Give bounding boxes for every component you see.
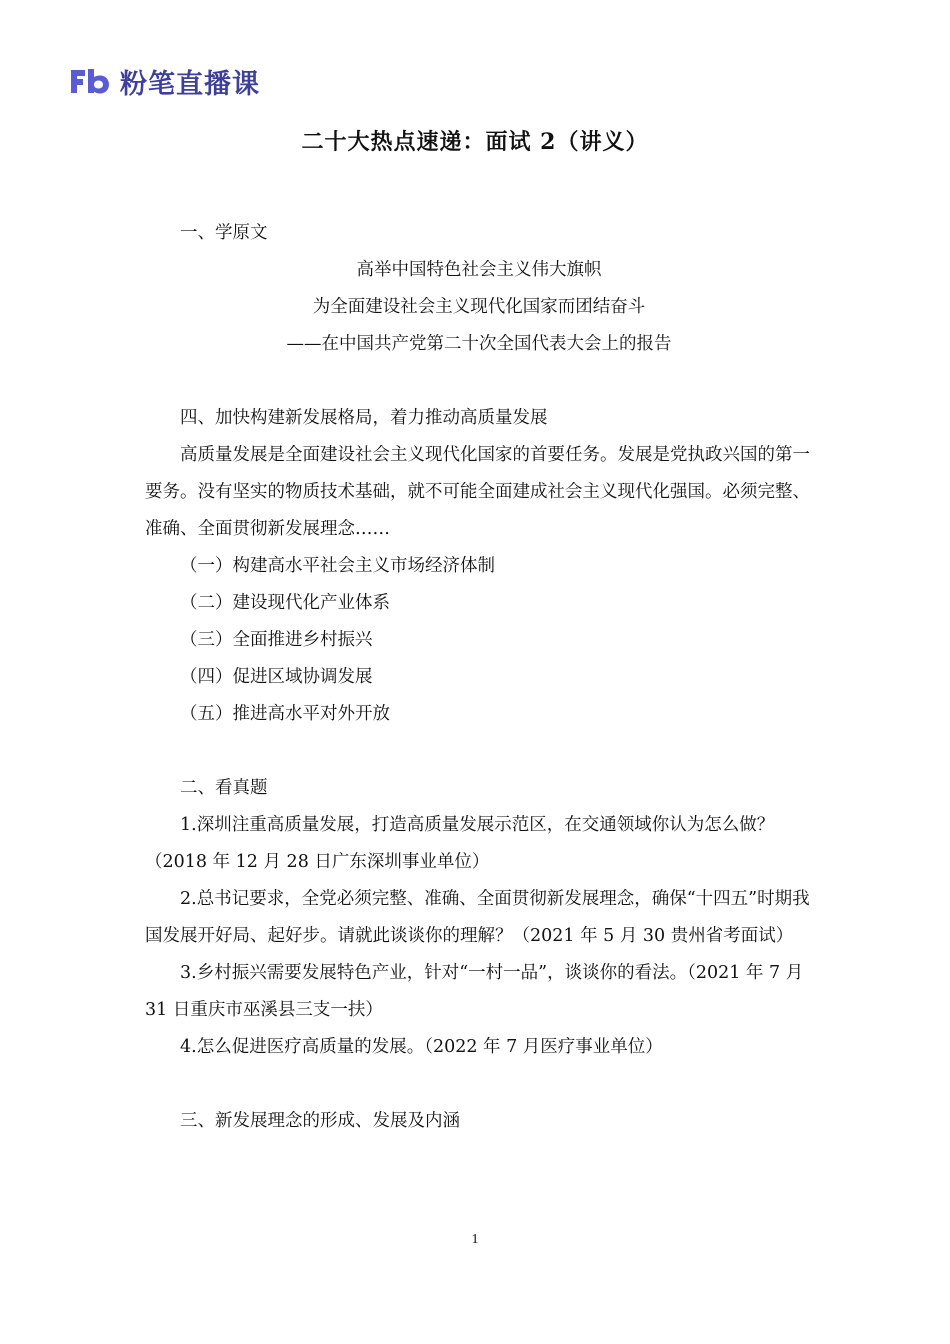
list-item: （三）全面推进乡村振兴 xyxy=(180,630,373,650)
list-item: （二）建设现代化产业体系 xyxy=(180,593,390,613)
section2-heading: 二、看真题 xyxy=(180,778,268,798)
brand-logo xyxy=(68,64,260,98)
section3-heading: 三、新发展理念的形成、发展及内涵 xyxy=(180,1111,460,1131)
document-body xyxy=(145,215,813,1140)
list-item: （五）推进高水平对外开放 xyxy=(180,704,390,724)
document-title: 二十大热点速递：面试 2（讲义） xyxy=(301,129,649,155)
question-item: 2.总书记要求，全党必须完整、准确、全面贯彻新发展理念，确保“十四五”时期我国发展开好局、起好步。请就此谈谈你的理解？（2021 年 5 月 30 贵州省考面试） xyxy=(145,889,810,946)
report-subtitle-line: ——在中国共产党第二十次全国代表大会上的报告 xyxy=(286,334,672,354)
fb-logo-icon xyxy=(68,66,112,96)
question-item: 4.怎么促进医疗高质量的发展。（2022 年 7 月医疗事业单位） xyxy=(180,1037,663,1057)
page-number: 1 xyxy=(471,1232,479,1247)
section1-heading: 一、学原文 xyxy=(180,223,268,243)
report-title-line: 高举中国特色社会主义伟大旗帜 xyxy=(356,260,602,280)
logo-text: 粉笔直播课 xyxy=(120,68,260,100)
list-item: （一）构建高水平社会主义市场经济体制 xyxy=(180,556,495,576)
question-item: 1.深圳注重高质量发展，打造高质量发展示范区，在交通领域你认为怎么做？（2018 年 12 月 28 日广东深圳事业单位） xyxy=(145,815,775,872)
question-item: 3.乡村振兴需要发展特色产业，针对“一村一品”，谈谈你的看法。（2021 年 7 月 31 日重庆市巫溪县三支一扶） xyxy=(145,963,804,1020)
body-paragraph: 高质量发展是全面建设社会主义现代化国家的首要任务。发展是党执政兴国的第一要务。没有坚实的物质技术基础，就不可能全面建成社会主义现代化强国。必须完整、准确、全面贯彻新发展理念…… xyxy=(145,445,810,539)
report-title-line: 为全面建设社会主义现代化国家而团结奋斗 xyxy=(312,297,646,317)
list-item: （四）促进区域协调发展 xyxy=(180,667,373,687)
chapter-heading: 四、加快构建新发展格局，着力推动高质量发展 xyxy=(180,408,548,428)
